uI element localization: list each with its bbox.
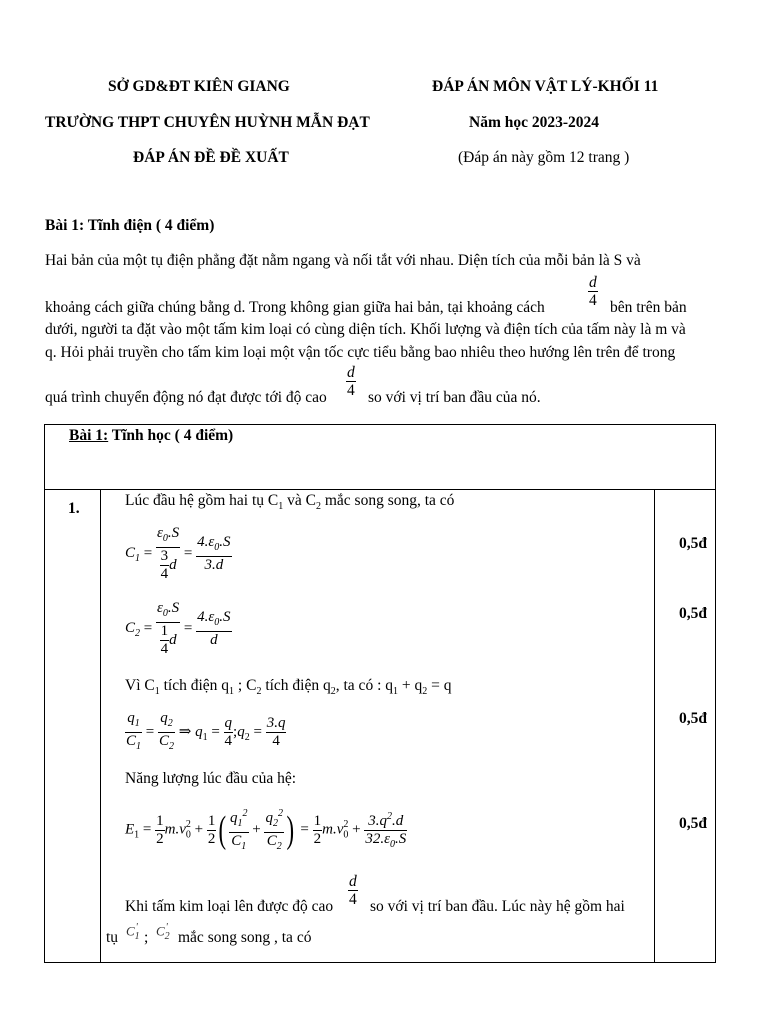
problem-text-5b: so với vị trí ban đầu của nó. bbox=[368, 389, 541, 406]
answer-key-title: ĐÁP ÁN MÔN VẬT LÝ-KHỐI 11 bbox=[432, 78, 659, 95]
equation-c1: $C_1$ = $\varepsilon_0.S$ $\frac{3}{4}$ d = $\frac{4.\varepsilon_0.S}{3.d}$ bbox=[125, 525, 231, 582]
table-header-title: Tĩnh học ( 4 điểm) bbox=[108, 427, 234, 444]
fraction-d-over-4 bbox=[588, 274, 598, 309]
problem-text-3: dưới, người ta đặt vào một tấm kim loại có cùng diện tích. Khối lượng và điện tích của tấm này là m và bbox=[45, 321, 686, 338]
fraction-denominator: 4 bbox=[349, 891, 357, 908]
row-number: 1. bbox=[68, 500, 80, 517]
table-border-left bbox=[44, 424, 45, 963]
solution-line-5b: mắc song song , ta có bbox=[178, 929, 312, 946]
score-c1: 0,5đ bbox=[679, 535, 707, 552]
separator: ; bbox=[144, 929, 149, 946]
fraction-numerator: d bbox=[347, 364, 355, 381]
table-border-right bbox=[715, 424, 716, 963]
fraction-d-over-4 bbox=[348, 873, 358, 908]
problem-text-2a: khoảng cách giữa chúng bằng d. Trong không gian giữa hai bản, tại khoảng cách bbox=[45, 299, 545, 316]
symbol-c2-prime: $C_2'$ bbox=[156, 922, 170, 942]
table-header bbox=[69, 427, 233, 445]
table-col-divider-1 bbox=[100, 489, 101, 963]
solution-line-5a: tụ bbox=[106, 929, 119, 946]
score-c2: 0,5đ bbox=[679, 605, 707, 622]
fraction-numerator: d bbox=[589, 274, 597, 291]
problem-heading: Bài 1: Tĩnh điện ( 4 điểm) bbox=[45, 217, 215, 234]
problem-text-1: Hai bản của một tụ điện phẳng đặt nằm ngang và nối tắt với nhau. Diện tích của mỗi bản là S và bbox=[45, 252, 641, 269]
problem-text-4: q. Hỏi phải truyền cho tấm kim loại một vận tốc cực tiểu bằng bao nhiêu theo hướng lên trên để trong bbox=[45, 344, 676, 361]
solution-line-4a: Khi tấm kim loại lên được độ cao bbox=[125, 898, 334, 915]
solution-line-2: Vì $C_1$ tích điện $q_1$ ; $C_2$ tích điện $q_2$, ta có : $q_1 + q_2 = q$ bbox=[125, 677, 452, 698]
score-charges: 0,5đ bbox=[679, 710, 707, 727]
solution-line-1: Lúc đầu hệ gồm hai tụ $C_1$ và $C_2$ mắc song song, ta có bbox=[125, 492, 455, 513]
table-border-header bbox=[44, 489, 716, 490]
department-name: SỞ GD&ĐT KIÊN GIANG bbox=[108, 78, 290, 95]
table-header-label: Bài 1: bbox=[69, 427, 109, 444]
table-col-divider-2 bbox=[654, 489, 655, 963]
school-name: TRƯỜNG THPT CHUYÊN HUỲNH MẪN ĐẠT bbox=[45, 114, 370, 131]
solution-line-3: Năng lượng lúc đầu của hệ: bbox=[125, 770, 297, 787]
fraction-d-over-4 bbox=[346, 364, 356, 399]
score-energy: 0,5đ bbox=[679, 815, 707, 832]
problem-text-2b: bên trên bản bbox=[610, 299, 687, 316]
equation-energy: $E_1$ = $\frac{1}{2}$ $m.v_0^2$ + $\frac{1}{2}$ ( $\frac{q_1^2}{C_1}$ + $\frac{q_2^2}{C_2}$ ) = $\frac{1}{2}$ $m.v_0^2$ + $\frac{3.q^2.d}{32.\varepsilon_0.S}$ bbox=[125, 805, 407, 855]
solution-line-4b: so với vị trí ban đầu. Lúc này hệ gồm hai bbox=[370, 898, 625, 915]
equation-charges: $\frac{q_1}{C_1}$ = $\frac{q_2}{C_2}$ ⇒ $q_1$ = $\frac{q}{4}$ $;q_2$ = $\frac{3.q}{4}$ bbox=[126, 710, 286, 752]
table-border-bottom bbox=[44, 962, 716, 963]
school-year: Năm học 2023-2024 bbox=[469, 114, 600, 131]
fraction-denominator: 4 bbox=[347, 382, 355, 399]
fraction-denominator: 4 bbox=[589, 292, 597, 309]
symbol-c1-prime: $C_1'$ bbox=[126, 922, 140, 942]
fraction-numerator: d bbox=[349, 873, 357, 890]
problem-text-5a: quá trình chuyển động nó đạt được tới độ cao bbox=[45, 389, 327, 406]
doc-type: ĐÁP ÁN ĐỀ ĐỀ XUẤT bbox=[133, 149, 289, 166]
page-count-note: (Đáp án này gồm 12 trang ) bbox=[458, 149, 630, 166]
equation-c2: $C_2$ = $\varepsilon_0.S$ $\frac{1}{4}$ d = $\frac{4.\varepsilon_0.S}{d}$ bbox=[125, 600, 231, 657]
table-border-top bbox=[44, 424, 716, 425]
